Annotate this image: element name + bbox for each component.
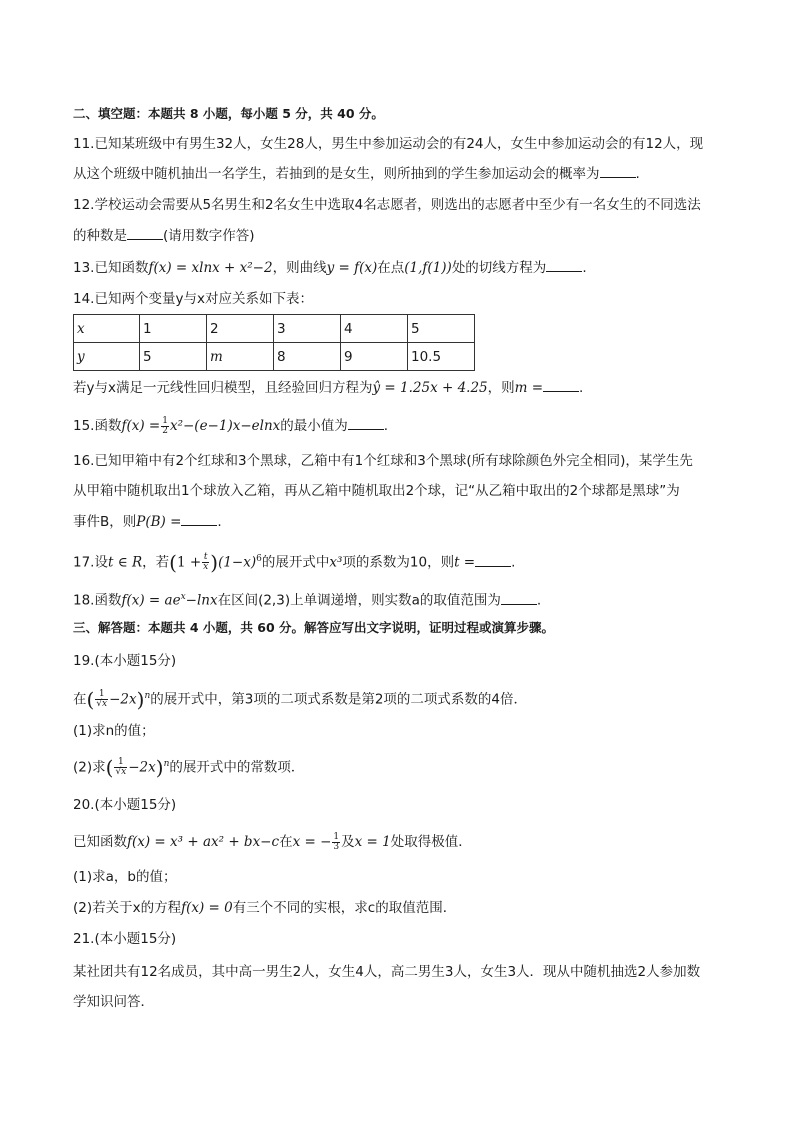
q21-line1: 某社团共有12名成员，其中高一男生2人，女生4人，高二男生3人，女生3人．现从中随机抽选2人参加数: [73, 964, 701, 980]
q14-after-pre: 若y与x满足一元线性回归模型，且经验回归方程为: [73, 380, 373, 396]
q20-body: [73, 832, 472, 852]
fraction-numerator: 1: [162, 415, 168, 426]
q17-rest: (1−x): [218, 554, 257, 571]
q20-f: f(x) = x³ + ax² + bx−c: [127, 834, 280, 850]
q17-mid: ，若: [142, 554, 170, 571]
q13-curve: y = f(x): [326, 260, 378, 276]
q20-x2: x = 1: [354, 834, 391, 850]
table-cell: 5: [408, 315, 475, 343]
q17-term: x³: [329, 554, 343, 571]
q14-data-table: [73, 314, 475, 371]
q19-part2: [73, 754, 304, 778]
q17-pre: 17.设: [73, 554, 108, 571]
q15-f: f(x) =: [121, 418, 161, 434]
fraction-numerator: t: [203, 552, 208, 562]
section-header-solve: 三、解答题：本题共 4 小题，共 60 分。解答应写出文字说明，证明过程或演算步骤。: [73, 620, 555, 635]
q13-line: 13.已知函数f(x) = xlnx + x²−2，则曲线y = f(x)在点(1,f(1))处的切线方程为 .: [73, 260, 587, 276]
q14-after-mid: ，则: [487, 380, 515, 396]
section-header-fill: 二、填空题：本题共 8 小题，每小题 5 分，共 40 分。: [73, 106, 384, 121]
table-cell: 4: [341, 315, 408, 343]
q19-post: 的展开式中，第3项的二项式系数是第2项的二项式系数的4倍．: [150, 691, 528, 708]
table-cell: 3: [274, 315, 341, 343]
q19-term: −2x: [109, 691, 137, 708]
q19-part1: (1)求n的值；: [73, 723, 155, 739]
answer-blank: [181, 513, 217, 526]
q19-term: −2x: [128, 759, 156, 776]
q21-title: 21.(本小题15分): [73, 931, 177, 947]
fraction-denominator: 2: [162, 425, 168, 436]
q18-mid: 在区间(2,3)上单调递增，则实数a的取值范围为: [217, 592, 501, 609]
q11-line2: 从这个班级中随机抽出一名学生，若抽到的是女生，则所抽到的学生参加运动会的概率为 .: [73, 166, 640, 182]
q14-regression-eq: ŷ = 1.25x + 4.25: [372, 380, 488, 396]
q17-var: t =: [454, 554, 476, 571]
paren-left: (: [105, 755, 114, 780]
paren-left: (: [169, 550, 177, 575]
q14-var: m =: [514, 380, 544, 396]
q20-post: 处取得极值．: [390, 834, 472, 850]
table-cell: 1: [140, 315, 207, 343]
q18-rest: −lnx: [185, 592, 218, 609]
q20-p2-eq: f(x) = 0: [181, 900, 233, 916]
table-cell: 10.5: [408, 343, 475, 371]
q17-exponent: 6: [256, 554, 262, 564]
q19-fraction-2: [114, 758, 127, 777]
q19-exponent: n: [144, 691, 151, 701]
q16-line2: 从甲箱中随机取出1个球放入乙箱，再从乙箱中随机取出2个球，记“从乙箱中取出的2个球都是黑球”为: [73, 483, 680, 499]
q19-p2-pre: (2)求: [73, 759, 106, 776]
q16-text-a: 事件B，则: [73, 514, 137, 530]
q16-line1: 16.已知甲箱中有2个红球和3个黑球，乙箱中有1个红球和3个黑球(所有球除颜色外完全相同)，某学生先: [73, 453, 693, 469]
fraction-denominator: x: [203, 562, 209, 572]
q18-line: 18.函数$f(x) = ae^x-\ln x$在区间(2,3)上单调递增，则实数a的取值范围为 .: [73, 592, 542, 609]
fraction-numerator: 1: [114, 758, 127, 768]
table-cell: x: [74, 315, 140, 343]
q11-line1: 11.已知某班级中有男生32人，女生28人，男生中参加运动会的有24人，女生中参加运动会的有12人，现: [73, 136, 704, 152]
paren-right: ): [210, 550, 219, 575]
q20-part2: [73, 898, 456, 918]
q12-text-b: (请用数字作答): [163, 228, 255, 244]
paren-right: ): [155, 755, 164, 780]
q15-line: 15.函数f(x) = $\frac{1}{2}$ x²−(e−1)x−elnx的最小值为 .: [73, 415, 389, 436]
q21-line2: 学知识问答．: [73, 994, 154, 1010]
q17-one: 1 +: [176, 554, 202, 571]
q19-title: 19.(本小题15分): [73, 653, 177, 669]
q15-post: 的最小值为: [280, 418, 348, 434]
q15-rest: x²−(e−1)x−elnx: [169, 418, 281, 434]
q20-and: 及: [341, 834, 355, 850]
q17-line: 17.设t ∈ R，若(1 + $\frac{t}{x}$ )$(1-x)^6$的展开式中x³项的系数为10，则t = .: [73, 550, 516, 575]
q19-pre: 在: [73, 691, 87, 708]
q19-body: [73, 686, 527, 710]
answer-blank: [475, 554, 511, 567]
table-cell: 8: [274, 343, 341, 371]
q13-pre: 13.已知函数: [73, 260, 149, 276]
q15-fraction: [161, 417, 169, 436]
q20-p2-pre: (2)若关于x的方程: [73, 900, 182, 916]
q20-pre: 已知函数: [73, 834, 127, 850]
table-row: [74, 315, 475, 343]
fraction-denominator: 3: [333, 841, 340, 852]
fraction-numerator: 1: [333, 831, 340, 842]
q18-exponent: x: [180, 592, 186, 602]
q14-after: 若y与x满足一元线性回归模型，且经验回归方程为ŷ = 1.25x + 4.25，则m = .: [73, 380, 584, 396]
table-row: [74, 343, 475, 371]
q17-post2: 项的系数为10，则: [342, 554, 455, 571]
answer-blank: [348, 417, 384, 430]
answer-blank: [543, 379, 579, 392]
q12-line2: [73, 226, 255, 246]
q19-fraction: [95, 690, 108, 709]
q20-part1: (1)求a，b的值；: [73, 869, 177, 885]
q17-fraction: [202, 553, 209, 572]
q15-pre: 15.函数: [73, 418, 122, 434]
q13-mid2: 在点: [377, 260, 405, 276]
table-cell: 9: [341, 343, 408, 371]
q20-mid: 在: [279, 834, 293, 850]
q13-mid: ，则曲线: [272, 260, 327, 276]
q19-p2-post: 的展开式中的常数项．: [169, 759, 305, 776]
q18-f: f(x) = ae: [121, 592, 181, 609]
answer-blank: [546, 259, 582, 272]
q16-prob: P(B) =: [136, 514, 182, 530]
fraction-denominator: √x: [96, 699, 108, 709]
fraction-numerator: 1: [95, 690, 108, 700]
table-cell: 2: [207, 315, 274, 343]
answer-blank: [501, 592, 537, 605]
answer-blank: [127, 227, 163, 240]
table-cell: 5: [140, 343, 207, 371]
q20-x1: x = −: [292, 834, 332, 850]
q12-text-a: 的种数是: [73, 228, 127, 244]
q13-point: (1,f(1)): [404, 260, 452, 276]
q17-set: t ∈ R: [107, 554, 143, 571]
paren-left: (: [86, 687, 95, 712]
q13-function: f(x) = xlnx + x²−2: [148, 260, 273, 276]
q19-exponent: n: [163, 759, 170, 769]
paren-right: ): [136, 687, 145, 712]
answer-blank: [600, 165, 636, 178]
q12-line1: 12.学校运动会需要从5名男生和2名女生中选取4名志愿者，则选出的志愿者中至少有一名女生的不同选法: [73, 197, 701, 213]
q20-title: 20.(本小题15分): [73, 797, 177, 813]
q14-intro: 14.已知两个变量y与x对应关系如下表：: [73, 291, 313, 307]
fraction-denominator: √x: [115, 767, 127, 777]
q11-text: 从这个班级中随机抽出一名学生，若抽到的是女生，则所抽到的学生参加运动会的概率为: [73, 166, 600, 182]
q20-fraction: [332, 833, 340, 852]
q13-post: 处的切线方程为: [451, 260, 547, 276]
table-cell: y: [74, 343, 140, 371]
q16-line3: 事件B，则P(B) = .: [73, 514, 222, 530]
q18-pre: 18.函数: [73, 592, 122, 609]
table-cell: m: [207, 343, 274, 371]
q17-post: 的展开式中: [261, 554, 330, 571]
q20-p2-post: 有三个不同的实根，求c的取值范围．: [232, 900, 457, 916]
